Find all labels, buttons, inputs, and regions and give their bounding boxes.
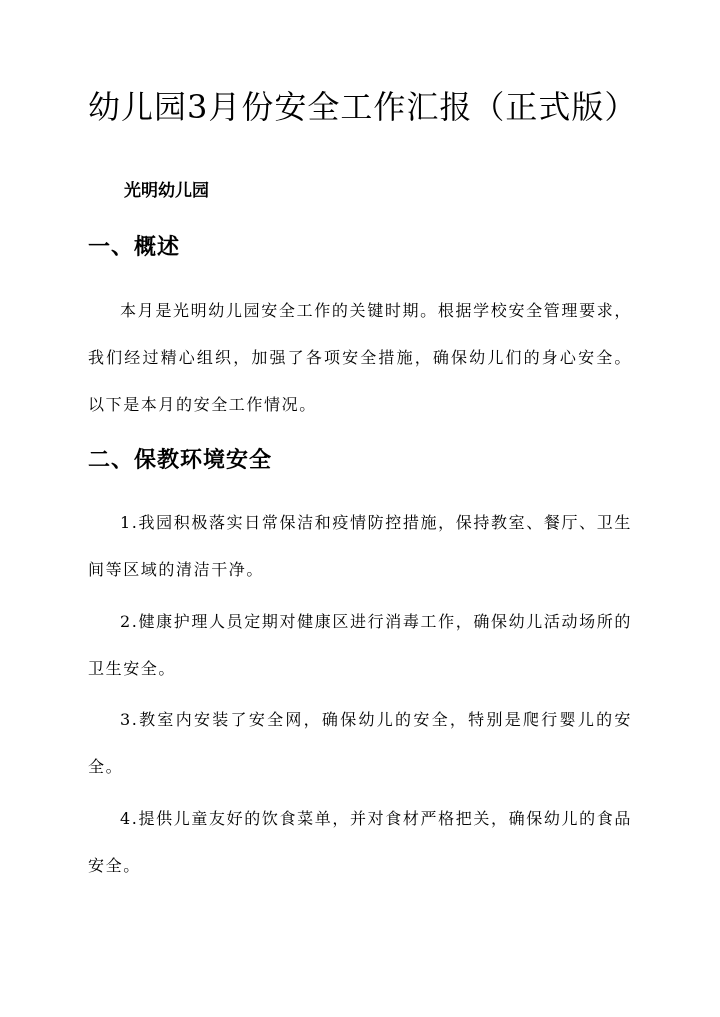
environment-item-4: 4.提供儿童友好的饮食菜单，并对食材严格把关，确保幼儿的食品安全。 xyxy=(88,809,632,875)
section-heading-environment-safety: 二、保教环境安全 xyxy=(88,447,273,473)
organization-name: 光明幼儿园 xyxy=(124,181,209,201)
overview-paragraph: 本月是光明幼儿园安全工作的关键时期。根据学校安全管理要求，我们经过精心组织，加强了各项安全措施，确保幼儿们的身心安全。以下是本月的安全工作情况。 xyxy=(88,301,632,414)
environment-item-1: 1.我园积极落实日常保洁和疫情防控措施，保持教室、餐厅、卫生间等区域的清洁干净。 xyxy=(88,513,632,579)
document-title: 幼儿园3月份安全工作汇报（正式版） xyxy=(88,88,638,126)
environment-item-2: 2.健康护理人员定期对健康区进行消毒工作，确保幼儿活动场所的卫生安全。 xyxy=(88,612,632,678)
section-heading-overview: 一、概述 xyxy=(88,234,181,260)
environment-item-3: 3.教室内安装了安全网，确保幼儿的安全，特别是爬行婴儿的安全。 xyxy=(88,710,632,776)
